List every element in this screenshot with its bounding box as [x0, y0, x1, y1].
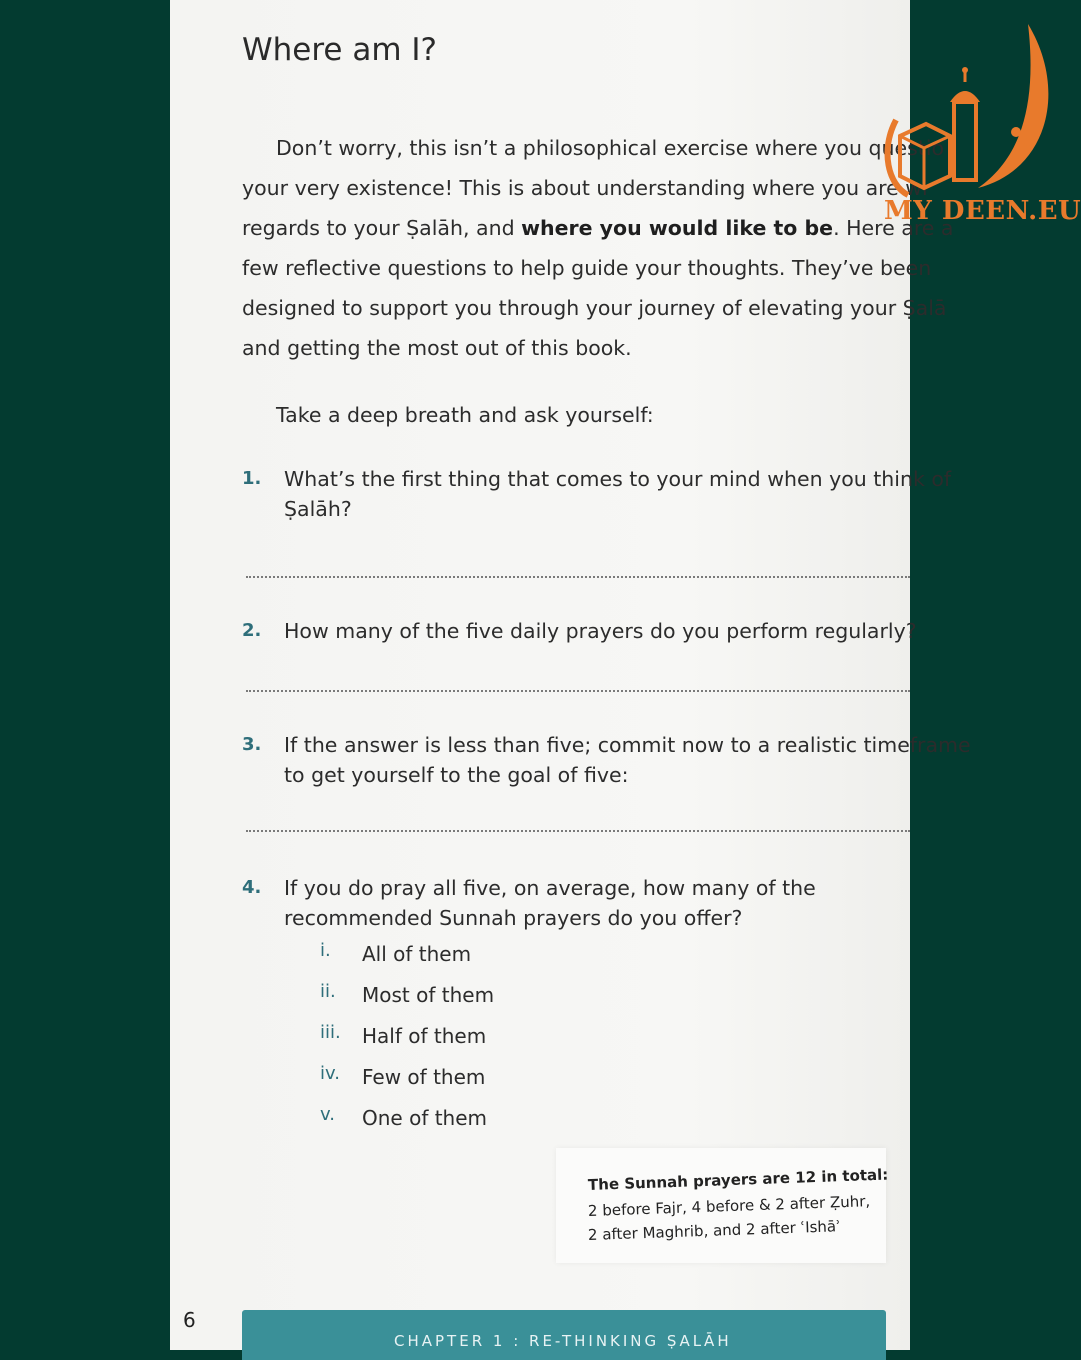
sunnah-note-box	[556, 1148, 889, 1263]
note-line: 2 after Maghrib, and 2 after ʿIshāʾ	[587, 1217, 841, 1244]
intro-line	[242, 208, 954, 248]
option-numeral: v.	[320, 1104, 335, 1125]
chapter-footer-text: CHAPTER 1 : RE-THINKING ṢALĀH	[394, 1332, 732, 1350]
question-number: 4.	[242, 877, 262, 898]
intro-paragraph	[242, 128, 954, 368]
question-number: 3.	[242, 734, 262, 755]
chapter-footer-band	[242, 1310, 886, 1360]
lead-text: Take a deep breath and ask yourself:	[276, 403, 654, 427]
page-title: Where am I?	[242, 32, 438, 68]
option-label: Most of them	[362, 983, 495, 1007]
question-text	[284, 873, 914, 933]
option-label: Few of them	[362, 1065, 486, 1089]
option-numeral: iii.	[320, 1022, 341, 1043]
question-text	[284, 464, 952, 524]
question-number: 1.	[242, 468, 262, 489]
note-line: 2 before Fajr, 4 before & 2 after Ẓuhr,	[587, 1192, 871, 1220]
option-numeral: i.	[320, 940, 331, 961]
page-number: 6	[183, 1308, 196, 1332]
option-numeral: ii.	[320, 981, 336, 1002]
answer-line-3[interactable]	[246, 830, 910, 832]
intro-line: Don’t worry, this isn’t a philosophical exercise where you questio	[276, 136, 945, 160]
logo-text: MY DEEN.EU	[884, 196, 1081, 226]
question-line: How many of the five daily prayers do you perform regularly?	[284, 619, 917, 643]
question-line: to get yourself to the goal of five:	[284, 763, 629, 787]
question-text	[284, 730, 971, 790]
question-line: If the answer is less than five; commit now to a realistic timeframe	[284, 733, 971, 757]
question-line: recommended Sunnah prayers do you offer?	[284, 906, 743, 930]
book-page	[170, 0, 971, 1350]
question-line: If you do pray all five, on average, how many of the	[284, 876, 816, 900]
option-numeral: iv.	[320, 1063, 340, 1084]
option-label: All of them	[362, 942, 472, 966]
intro-line: few reflective questions to help guide your thoughts. They’ve been	[242, 256, 932, 280]
intro-line: your very existence! This is about understanding where you are wi	[242, 176, 928, 200]
question-text	[284, 616, 917, 646]
intro-emphasis: where you would like to be	[521, 216, 834, 240]
intro-line: designed to support you through your journey of elevating your Ṣalā	[242, 296, 947, 320]
intro-segment: regards to your Ṣalāh, and	[242, 216, 522, 240]
intro-segment: . Here are a	[833, 216, 954, 240]
option-label: One of them	[362, 1106, 488, 1130]
question-line: What’s the first thing that comes to your mind when you think of	[284, 467, 952, 491]
answer-line-1[interactable]	[246, 576, 910, 578]
question-line: Ṣalāh?	[284, 497, 352, 521]
answer-line-2[interactable]	[246, 690, 910, 692]
intro-line: and getting the most out of this book.	[242, 336, 632, 360]
question-number: 2.	[242, 620, 262, 641]
option-label: Half of them	[362, 1024, 487, 1048]
note-heading: The Sunnah prayers are 12 in total:	[587, 1165, 889, 1194]
